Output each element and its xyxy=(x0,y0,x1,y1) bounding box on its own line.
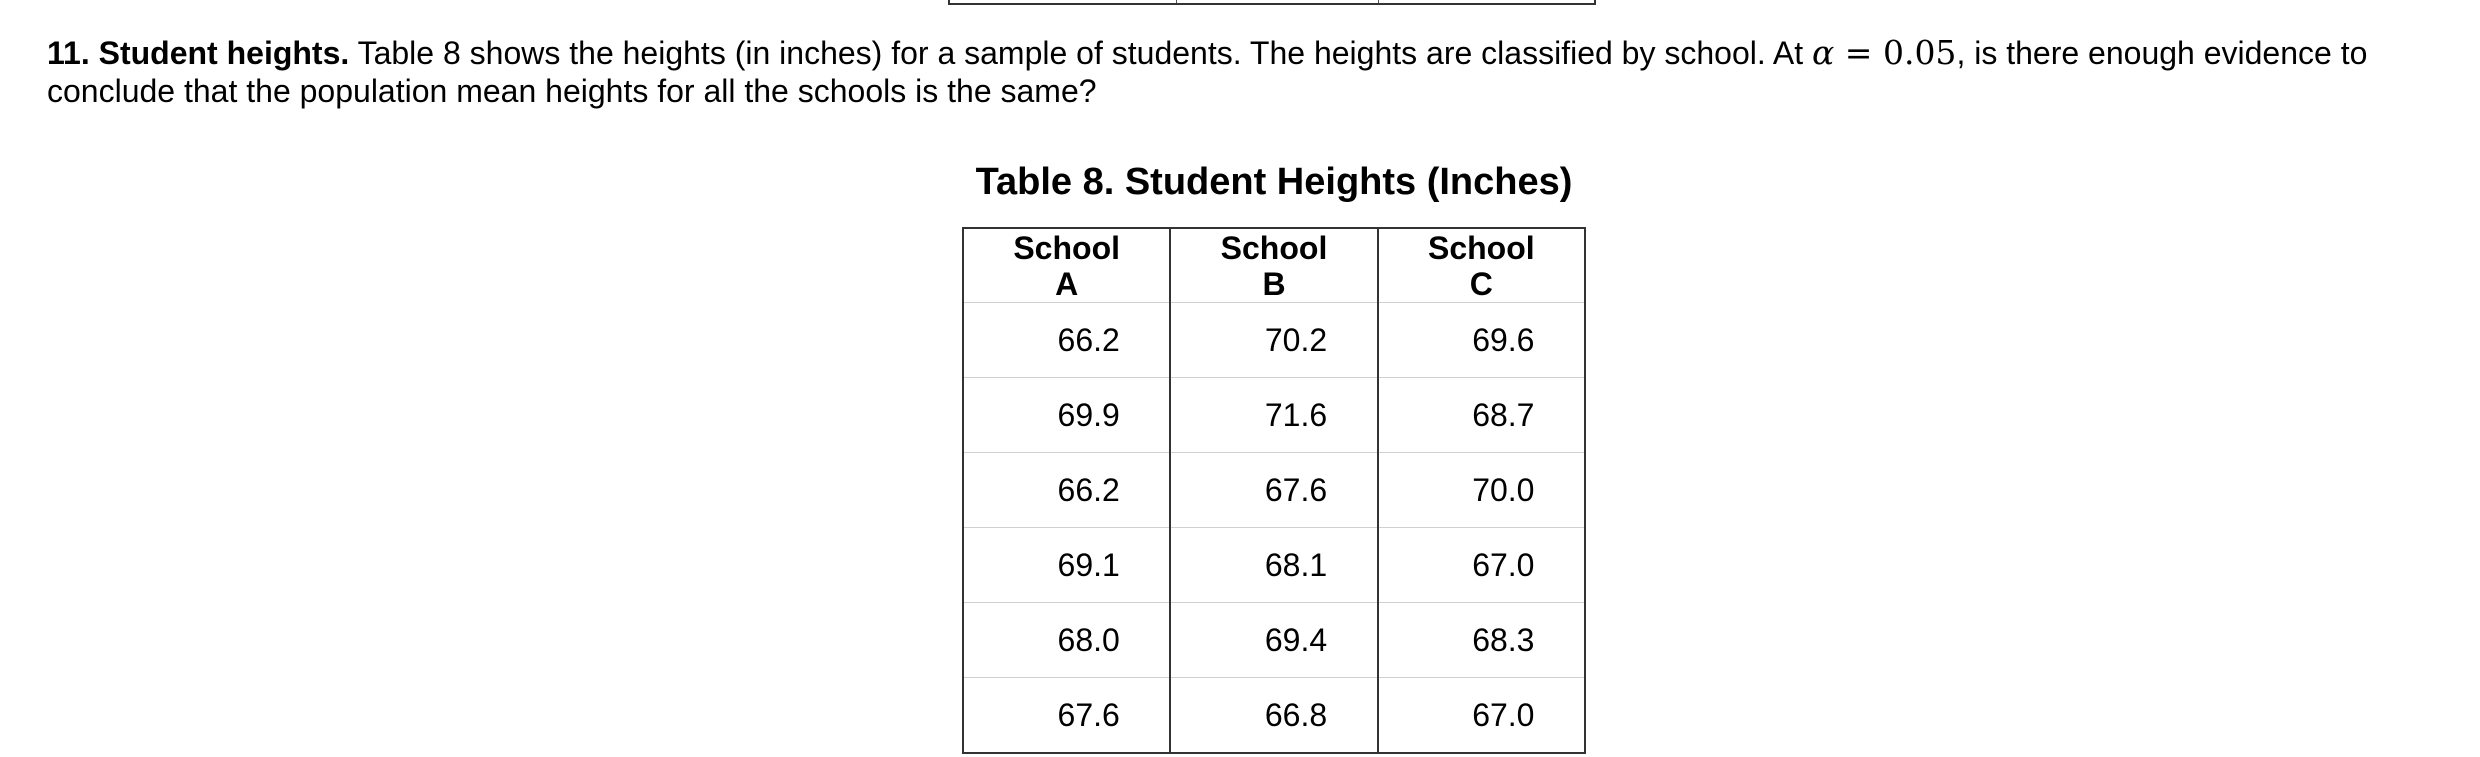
height-value: 71.6 xyxy=(1264,396,1328,433)
table-cell xyxy=(963,453,1170,528)
table-cell xyxy=(1378,303,1585,378)
previous-table-divider xyxy=(1378,0,1379,3)
alpha-symbol: α xyxy=(1812,33,1835,72)
table-row xyxy=(963,678,1585,754)
significance-level-expression xyxy=(1812,33,1956,72)
height-value: 68.3 xyxy=(1472,621,1535,658)
column-header-school-c xyxy=(1378,228,1585,303)
column-header-school-a xyxy=(963,228,1170,303)
table-cell xyxy=(1378,378,1585,453)
column-header-line: School xyxy=(1427,229,1535,266)
table-row xyxy=(963,603,1585,678)
height-value: 67.0 xyxy=(1472,546,1535,583)
height-value: 69.9 xyxy=(1057,396,1120,433)
previous-table-divider xyxy=(1176,0,1177,3)
table-cell xyxy=(963,303,1170,378)
table-cell xyxy=(963,603,1170,678)
table-cell xyxy=(963,528,1170,603)
table-cell xyxy=(1170,453,1377,528)
column-header-line: C xyxy=(1469,265,1493,302)
height-value: 67.6 xyxy=(1264,471,1328,508)
height-value: 70.2 xyxy=(1264,321,1328,358)
height-value: 68.0 xyxy=(1057,621,1120,658)
table-cell xyxy=(963,678,1170,754)
column-header-line: B xyxy=(1262,265,1286,302)
table-row xyxy=(963,303,1585,378)
table-header-row xyxy=(963,228,1585,303)
table-row xyxy=(963,378,1585,453)
height-value: 69.4 xyxy=(1264,621,1328,658)
table-cell xyxy=(1170,303,1377,378)
table-cell xyxy=(963,378,1170,453)
height-value: 68.1 xyxy=(1264,546,1328,583)
height-value: 69.6 xyxy=(1472,321,1535,358)
height-value: 67.6 xyxy=(1057,696,1120,733)
height-value: 66.2 xyxy=(1057,471,1120,508)
column-header-line: A xyxy=(1055,265,1079,302)
height-value: 67.0 xyxy=(1472,696,1535,733)
table-row xyxy=(963,528,1585,603)
column-header-school-b xyxy=(1170,228,1377,303)
table-row xyxy=(963,453,1585,528)
alpha-value: 0.05 xyxy=(1882,33,1957,72)
table-caption: Table 8. Student Heights (Inches) xyxy=(975,161,1573,203)
problem-statement xyxy=(47,34,2447,110)
column-header-line: School xyxy=(1220,229,1328,266)
problem-number: 11. xyxy=(47,35,90,71)
student-heights-table xyxy=(962,227,1586,754)
equals-sign: = xyxy=(1844,33,1873,72)
problem-heading: Student heights. xyxy=(98,35,350,71)
table-cell xyxy=(1378,453,1585,528)
table-cell xyxy=(1378,678,1585,754)
table-cell xyxy=(1170,528,1377,603)
table-cell xyxy=(1170,603,1377,678)
problem-text-question: , is there enough evidence to conclude that the population mean heights for all the schools is the same? xyxy=(47,35,2368,109)
height-value: 69.1 xyxy=(1057,546,1120,583)
height-value: 66.2 xyxy=(1057,321,1120,358)
table-cell xyxy=(1170,678,1377,754)
height-value: 70.0 xyxy=(1472,471,1535,508)
table-cell xyxy=(1170,378,1377,453)
height-value: 66.8 xyxy=(1264,696,1328,733)
problem-text-intro: Table 8 shows the heights (in inches) for a sample of students. The heights are classified by school. At xyxy=(357,35,1804,71)
previous-table-bottom-edge xyxy=(948,0,1596,5)
table-cell xyxy=(1378,603,1585,678)
column-header-line: School xyxy=(1013,229,1120,266)
table-cell xyxy=(1378,528,1585,603)
height-value: 68.7 xyxy=(1472,396,1535,433)
